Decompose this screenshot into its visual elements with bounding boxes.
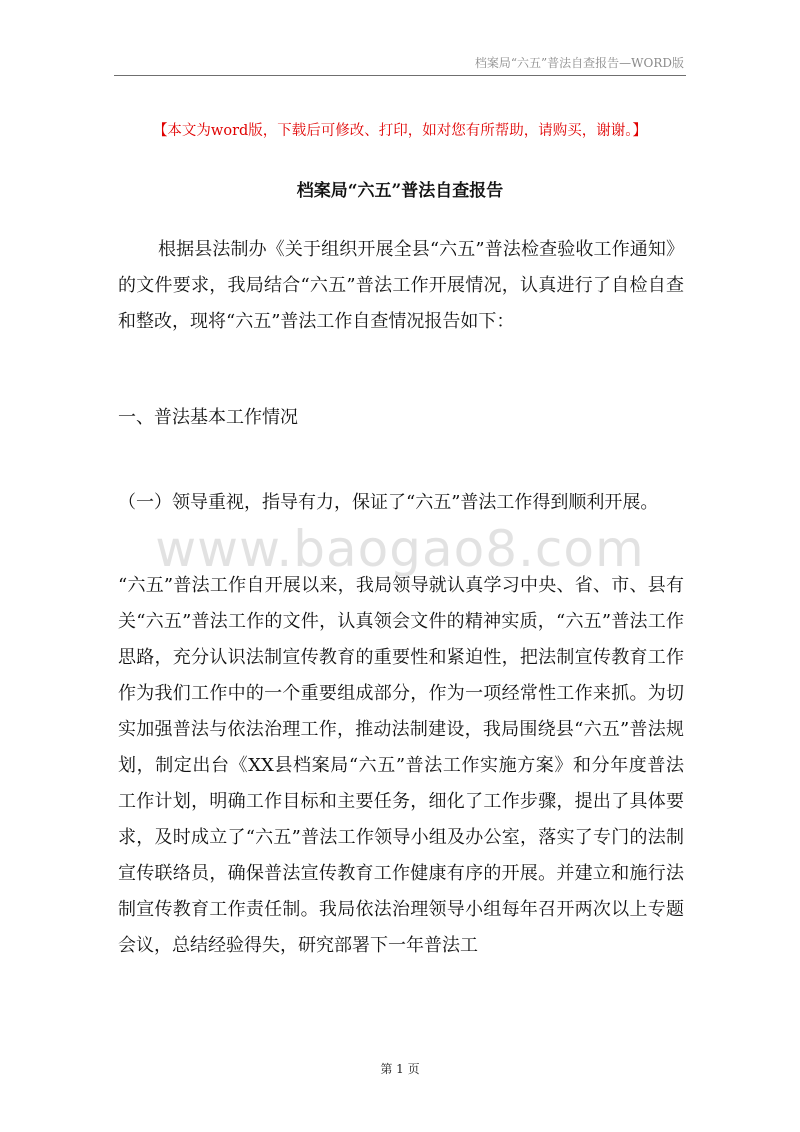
page-number: 第 1 页: [380, 1062, 420, 1076]
section-heading: 一、普法基本工作情况: [118, 407, 298, 428]
header-divider: [114, 75, 686, 76]
intro-paragraph: 根据县法制办《关于组织开展全县“六五”普法检查验收工作通知》的文件要求，我局结合“六五”普法工作开展情况，认真进行了自检自查和整改，现将“六五”普法工作自查情况报告如下：: [118, 239, 684, 332]
purchase-notice: 【本文为word版，下载后可修改、打印，如对您有所帮助，请购买，谢谢。】: [152, 123, 648, 139]
watermark: www.baogao8.com: [155, 520, 645, 578]
running-header: 档案局“六五”普法自查报告—WORD版: [474, 56, 684, 70]
subsection-heading: （一）领导重视，指导有力，保证了“六五”普法工作得到顺利开展。: [118, 492, 659, 513]
document-title: 档案局“六五”普法自查报告: [296, 181, 504, 201]
body-paragraph: “六五”普法工作自开展以来，我局领导就认真学习中央、省、市、县有关“六五”普法工作的文件，认真领会文件的精神实质，“六五”普法工作思路，充分认识法制宣传教育的重要性和紧迫性，把法制宣传教育工作作为我们工作中的一个重要组成部分，作为一项经常性工作来抓。为切实加强普法与依法治理工作，推动法制建设，我局围绕县“六五”普法规划，制定出台《XX县档案局“六五”普法工作实施方案》和分年度普法工作计划，明确工作目标和主要任务，细化了工作步骤，提出了具体要求，及时成立了“六五”普法工作领导小组及办公室，落实了专门的法制宣传联络员，确保普法宣传教育工作健康有序的开展。并建立和施行法制宣传教育工作责任制。我局依法治理领导小组每年召开两次以上专题会议，总结经验得失，研究部署下一年普法工: [118, 575, 684, 956]
